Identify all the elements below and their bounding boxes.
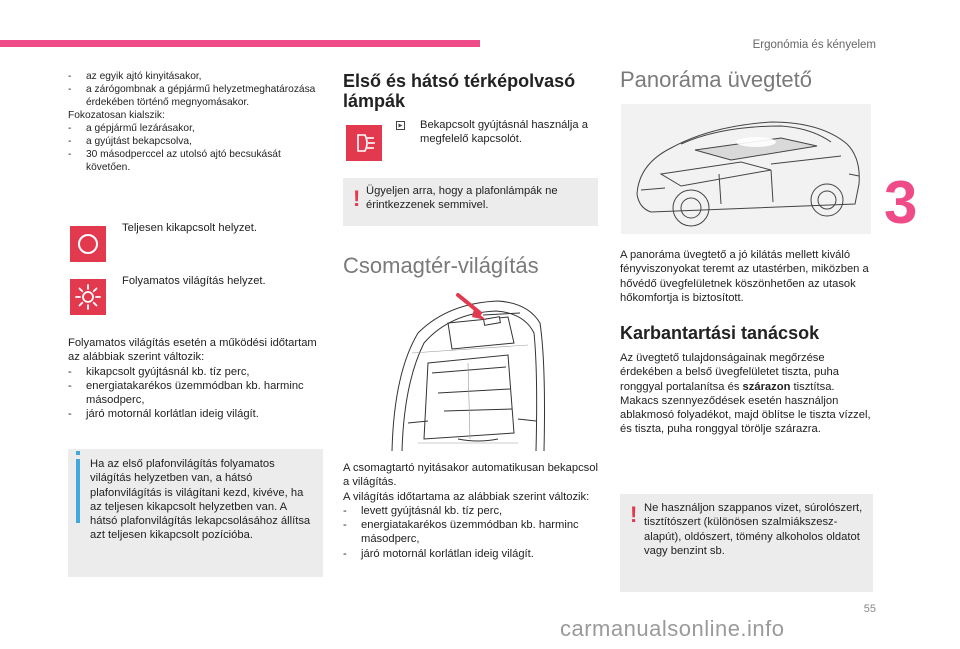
chapter-number: 3 <box>884 169 918 236</box>
boot-light-heading: Csomagtér-világítás <box>343 253 539 278</box>
maintenance-text-a: Az üvegtető tulajdonságainak megőrzése érdekében a belső üvegfelületet tiszta, puha ronggyal portalanítsa és <box>620 352 839 393</box>
list-item: - 30 másodperccel az utolsó ajtó becsukását követően. <box>68 148 320 174</box>
off-position-icon <box>70 226 106 262</box>
page-number: 55 <box>863 603 876 615</box>
maintenance-text-bold: szárazon <box>742 380 791 393</box>
boot-intro: A csomagtartó nyitásakor automatikusan bekapcsol a világítás. <box>343 462 598 489</box>
fade-label: Fokozatosan kialszik: <box>68 110 165 121</box>
list-item: - levett gyújtásnál kb. tíz perc, <box>343 504 601 518</box>
list-item: - energiatakarékos üzemmódban kb. harminc másodperc, <box>68 379 324 408</box>
map-lamps-heading: Első és hátsó térképolvasó lámpák <box>343 71 576 111</box>
roof-warning-note-box <box>620 494 873 592</box>
list-item: - az egyik ajtó kinyitásakor, <box>68 70 320 83</box>
warning-note-box <box>343 178 598 226</box>
list-item: - energiatakarékos üzemmódban kb. harminc másodperc, <box>343 518 601 547</box>
roof-warning-note-text: Ne használjon szappanos vizet, súrolószert, tisztítószert (különösen szalmiákszesz-alapút), oldószert, tömény alkoholos oldatot vagy benzint sb. <box>644 502 863 557</box>
continuous-light-icon <box>70 279 106 315</box>
map-lamp-icon <box>346 125 382 161</box>
list-item: - a zárógombnak a gépjármű helyzetmeghatározása érdekében történő megnyomásakor. <box>68 83 320 109</box>
bullet-arrow-icon <box>396 120 400 134</box>
panorama-roof-illustration <box>621 104 871 234</box>
maintenance-text <box>620 351 876 437</box>
continuous-light-label: Folyamatos világítás helyzet. <box>122 275 266 287</box>
panorama-roof-text: A panoráma üvegtető a jó kilátás mellett kiváló fényviszonyokat teremt az utastérben, miközben a hővédő üvegfelületnek köszönhetően az utasok hőkomfortja is biztosított. <box>620 249 869 304</box>
list-item: - kikapcsolt gyújtásnál kb. tíz perc, <box>68 365 324 379</box>
duration-intro: Folyamatos világítás esetén a működési időtartam az alábbiak szerint változik: <box>68 337 317 364</box>
maintenance-text-b: tisztítsa. Makacs szennyeződések esetén használjon ablakmosó folyadékot, majd öblítse le tiszta vízzel, és tiszta, puha ronggyal törölje szárazra. <box>620 380 871 436</box>
section-title: Ergonómia és kényelem <box>752 39 876 51</box>
info-icon <box>76 459 80 523</box>
list-item: - járó motornál korlátlan ideig világít. <box>343 547 601 561</box>
warning-icon: ! <box>630 502 638 527</box>
info-note-box <box>68 449 323 577</box>
info-note-text: Ha az első plafonvilágítás folyamatos világítás helyzetben van, a hátsó plafonvilágítás is világítani kezd, kivéve, ha az teljesen kikapcsolt helyzetben van. A hátsó plafonvilágítás lekapcsolásához állítsa azt teljesen kikapcsolt pozícióba. <box>90 458 311 542</box>
maintenance-heading: Karbantartási tanácsok <box>620 323 820 343</box>
col1-intro-list <box>68 70 320 174</box>
map-lamp-text: Bekapcsolt gyújtásnál használja a megfelelő kapcsolót. <box>420 119 588 146</box>
off-position-label: Teljesen kikapcsolt helyzet. <box>122 222 257 234</box>
info-icon-dot <box>76 451 80 455</box>
list-item: - a gyújtást bekapcsolva, <box>68 135 320 148</box>
boot-duration: A világítás időtartama az alábbiak szerint változik: <box>343 490 590 503</box>
watermark: carmanualsonline.info <box>560 616 785 641</box>
warning-note-text: Ügyeljen arra, hogy a plafonlámpák ne érintkezzenek semmivel. <box>366 185 558 212</box>
boot-text-block <box>343 461 601 561</box>
boot-illustration <box>388 293 548 451</box>
col1-duration-block <box>68 336 324 422</box>
panorama-roof-heading: Panoráma üvegtető <box>620 67 813 92</box>
list-item: - a gépjármű lezárásakor, <box>68 122 320 135</box>
warning-icon: ! <box>353 186 361 211</box>
header-accent-bar <box>0 40 480 47</box>
list-item: - járó motornál korlátlan ideig világít. <box>68 407 324 421</box>
